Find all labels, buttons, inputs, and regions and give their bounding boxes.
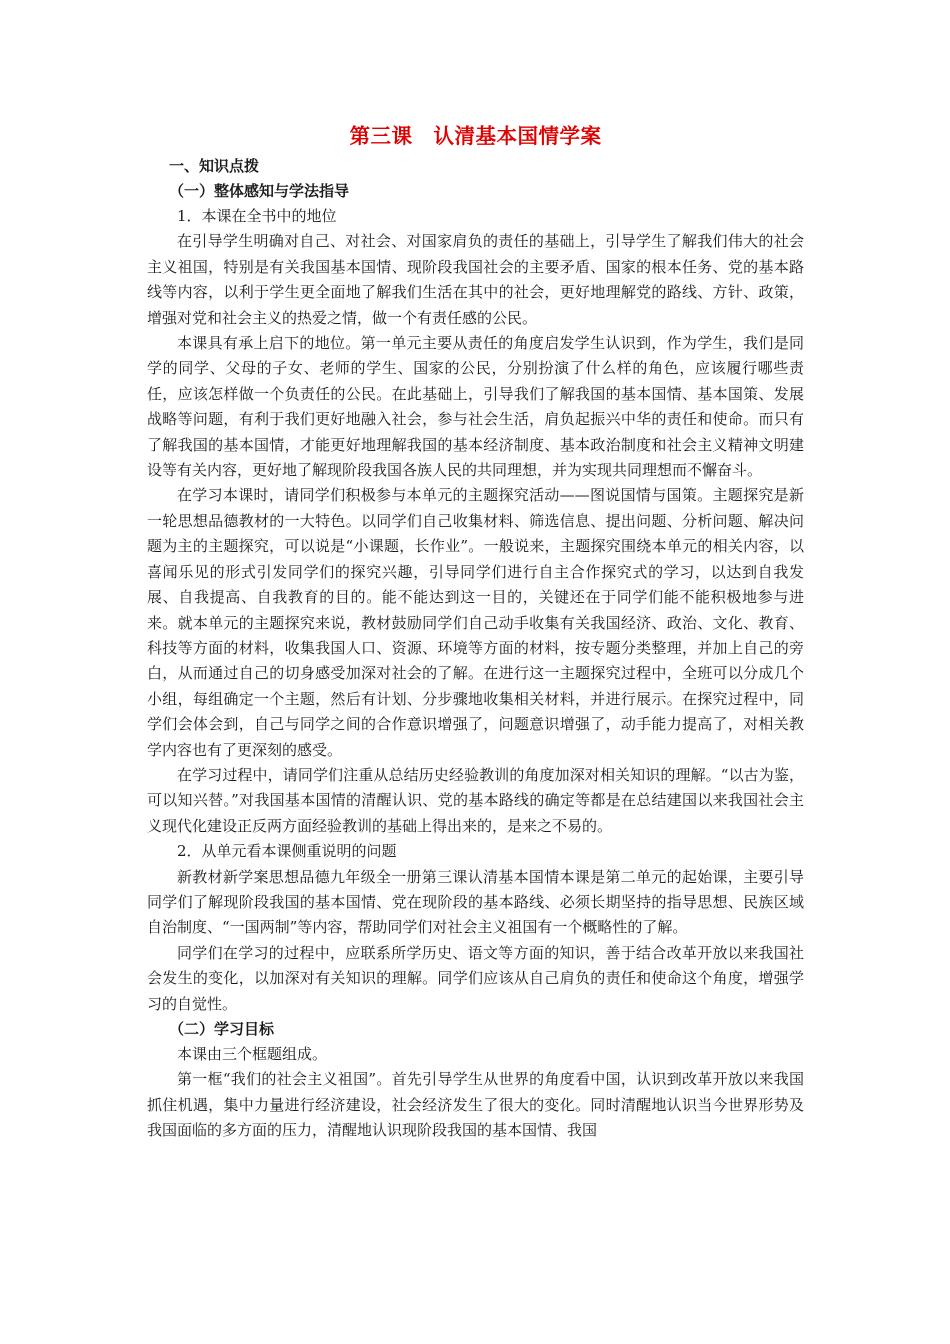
paragraph-8: 第一框“我们的社会主义祖国”。首先引导学生从世界的角度看中国，认识到改革开放以来我国抓住机遇，集中力量进行经济建设，社会经济发生了很大的变化。同时清醒地认识当今世界形势及我国面临的多方面的压力，清醒地认识现阶段我国的基本国情、我国 [147, 1070, 804, 1140]
paragraph-2: 本课具有承上启下的地位。第一单元主要从责任的角度启发学生认识到，作为学生，我们是同学的同学、父母的子女、老师的学生、国家的公民，分别扮演了什么样的角色，应该履行哪些责任，应该怎样做一个负责任的公民。在此基础上，引导我们了解我国的基本国情、基本国策、发展战略等问题，有利于我们更好地融入社会，参与社会生活，肩负起振兴中华的责任和使命。而只有了解我国的基本国情，才能更好地理解我国的基本经济制度、基本政治制度和社会主义精神文明建设等有关内容，更好地了解现阶段我国各族人民的共同理想，并为实现共同理想而不懈奋斗。 [147, 334, 804, 480]
paragraph-6: 同学们在学习的过程中，应联系所学历史、语文等方面的知识，善于结合改革开放以来我国社会发生的变化，以加深对有关知识的理解。同学们应该从自己肩负的责任和使命这个角度，增强学习的自觉性。 [147, 943, 804, 1013]
item-heading-focus: 2．从单元看本课侧重说明的问题 [177, 842, 397, 861]
section-heading-knowledge: 一、知识点拨 [169, 157, 260, 175]
subsection-heading-goals: （二）学习目标 [169, 1020, 275, 1038]
paragraph-7: 本课由三个框题组成。 [177, 1045, 328, 1063]
document-title: 第三课 认清基本国情学案 [349, 124, 602, 148]
paragraph-5: 新教材新学案思想品德九年级全一册第三课认清基本国情本课是第二单元的起始课，主要引导同学们了解现阶段我国的基本国情、党在现阶段的基本路线、必须长期坚持的指导思想、民族区域自治制度、“一国两制”等内容，帮助同学们对社会主义祖国有一个概略性的了解。 [147, 867, 804, 937]
document-page [147, 118, 804, 1143]
paragraph-3: 在学习本课时，请同学们积极参与本单元的主题探究活动——图说国情与国策。主题探究是新一轮思想品德教材的一大特色。以同学们自己收集材料、筛选信息、提出问题、分析问题、解决问题为主的主题探究，可以说是“小课题，长作业”。一般说来，主题探究围绕本单元的相关内容，以喜闻乐见的形式引发同学们的探究兴趣，引导同学们进行自主合作探究式的学习，以达到自我发展、自我提高、自我教育的目的。能不能达到这一目的，关键还在于同学们能不能积极地参与进来。就本单元的主题探究来说，教材鼓励同学们自己动手收集有关我国经济、政治、文化、教育、科技等方面的材料，收集我国人口、资源、环境等方面的材料，按专题分类整理，并加上自己的旁白，从而通过自己的切身感受加深对社会的了解。在进行这一主题探究过程中，全班可以分成几个小组，每组确定一个主题，然后有计划、分步骤地收集相关材料，并进行展示。在探究过程中，同学们会体会到，自己与同学之间的合作意识增强了，问题意识增强了，动手能力提高了，对相关教学内容也有了更深刻的感受。 [147, 486, 804, 759]
paragraph-1: 在引导学生明确对自己、对社会、对国家肩负的责任的基础上，引导学生了解我们伟大的社会主义祖国，特别是有关我国基本国情、现阶段我国社会的主要矛盾、国家的根本任务、党的基本路线等内容，以利于学生更全面地了解我们生活在其中的社会，更好地理解党的路线、方针、政策，增强对党和社会主义的热爱之情，做一个有责任感的公民。 [147, 232, 804, 327]
paragraph-4: 在学习过程中，请同学们注重从总结历史经验教训的角度加深对相关知识的理解。“以古为鉴，可以知兴替。”对我国基本国情的清醒认识、党的基本路线的确定等都是在总结建国以来我国社会主义现代化建设正反两方面经验教训的基础上得出来的，是来之不易的。 [147, 765, 804, 835]
item-heading-position: 1．本课在全书中的地位 [177, 207, 337, 225]
subsection-heading-overview: （一）整体感知与学法指导 [169, 182, 350, 200]
